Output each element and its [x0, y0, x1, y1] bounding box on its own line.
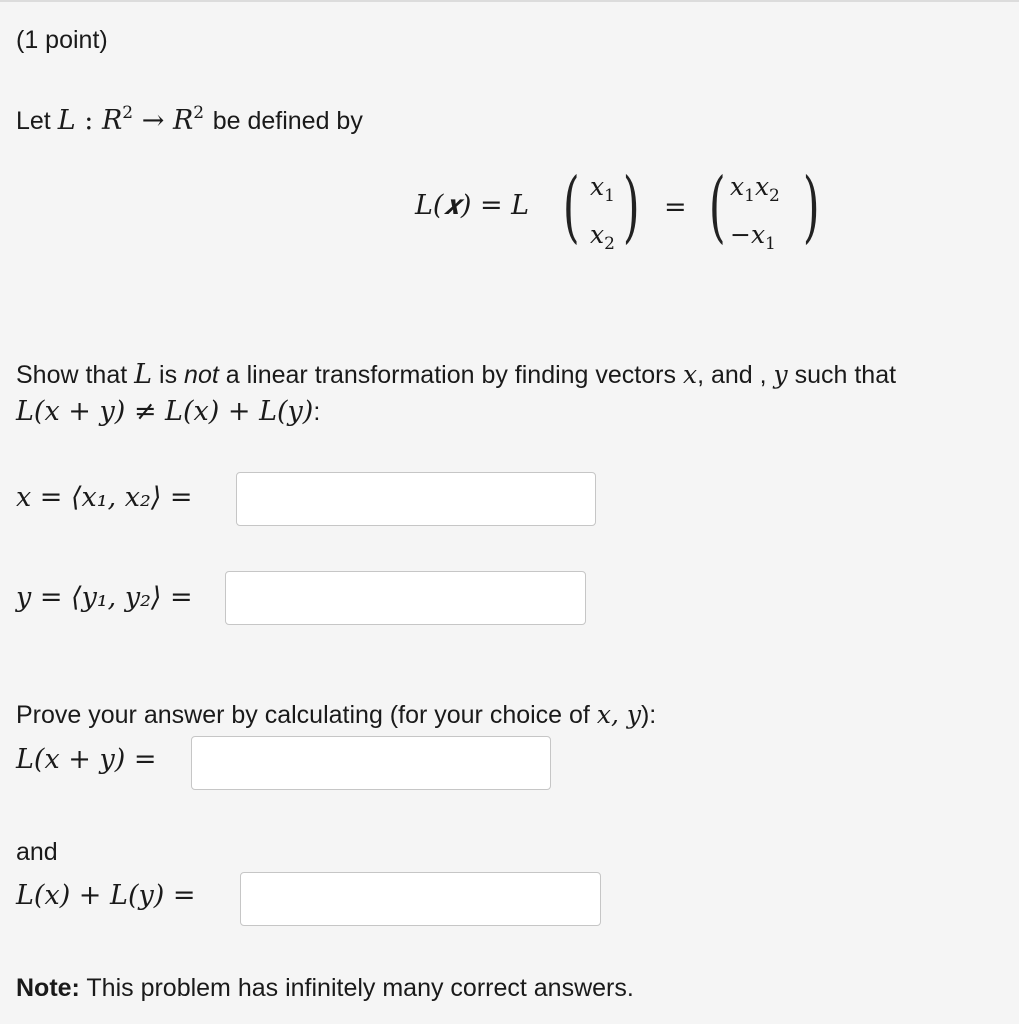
- right-open-paren: (: [708, 162, 726, 252]
- right-vector-bottom: $-x_1$: [730, 220, 776, 254]
- task-is: is: [159, 361, 178, 389]
- points-label: (1 point): [16, 26, 108, 54]
- LxLy-answer-input[interactable]: [240, 872, 601, 926]
- right-close-paren: ): [802, 162, 820, 252]
- task-such-that: such that: [794, 361, 897, 389]
- task-y: y: [773, 360, 788, 389]
- intro-line: [16, 103, 363, 136]
- right-vector-top: $x_1x_2$: [730, 172, 780, 206]
- task-show-that: Show that: [16, 361, 128, 389]
- definition-equals: =: [664, 192, 687, 223]
- y-answer-input[interactable]: [225, 571, 586, 625]
- intro-L: L: [57, 105, 76, 136]
- task-rest: a linear transformation by finding vectors: [225, 361, 676, 389]
- definition-lhs: L(𝒙) = L: [415, 190, 530, 221]
- note-line: [16, 974, 634, 1003]
- Lxy-label: L(x + y) =: [16, 744, 157, 775]
- left-vector-bottom: $x_2$: [590, 220, 615, 254]
- intro-let: Let: [16, 107, 51, 135]
- left-vector-top: $x_1$: [590, 172, 615, 206]
- prove-line: [16, 700, 656, 730]
- prove-close: ):: [640, 701, 657, 729]
- Lxy-answer-input[interactable]: [191, 736, 551, 790]
- intro-map: [58, 105, 213, 136]
- intro-be-defined: be defined by: [212, 107, 363, 135]
- task-x: x: [682, 360, 698, 389]
- y-field-label: y = ⟨y₁, y₂⟩ =: [16, 582, 193, 613]
- prove-text: Prove your answer by calculating (for your choice of: [16, 701, 590, 729]
- prove-xy: x, y: [596, 700, 641, 729]
- and-label: and: [16, 838, 58, 866]
- task-L: L: [134, 359, 153, 390]
- note-bold: Note:: [16, 974, 80, 1002]
- intro-domain-exp: 2: [122, 103, 134, 123]
- left-close-paren: ): [622, 162, 640, 252]
- task-comma-and: , and ,: [697, 361, 767, 389]
- task-not: not: [184, 361, 219, 389]
- x-answer-input[interactable]: [236, 472, 596, 526]
- task-inequality: L(x + y) ≠ L(x) + L(y): [16, 396, 314, 427]
- x-field-label: x = ⟨x₁, x₂⟩ =: [16, 482, 193, 513]
- note-text: This problem has infinitely many correct answers.: [86, 974, 634, 1002]
- LxLy-label: L(x) + L(y) =: [16, 880, 196, 911]
- intro-codomain: R: [172, 105, 194, 136]
- task-line-2: [16, 396, 320, 427]
- intro-codomain-exp: 2: [193, 103, 205, 123]
- left-open-paren: (: [562, 162, 580, 252]
- top-divider: [0, 0, 1019, 2]
- intro-arrow: →: [141, 105, 165, 136]
- task-line-1: [16, 359, 896, 390]
- intro-domain: R: [101, 105, 123, 136]
- task-colon: :: [313, 398, 321, 426]
- intro-colon: :: [84, 105, 94, 136]
